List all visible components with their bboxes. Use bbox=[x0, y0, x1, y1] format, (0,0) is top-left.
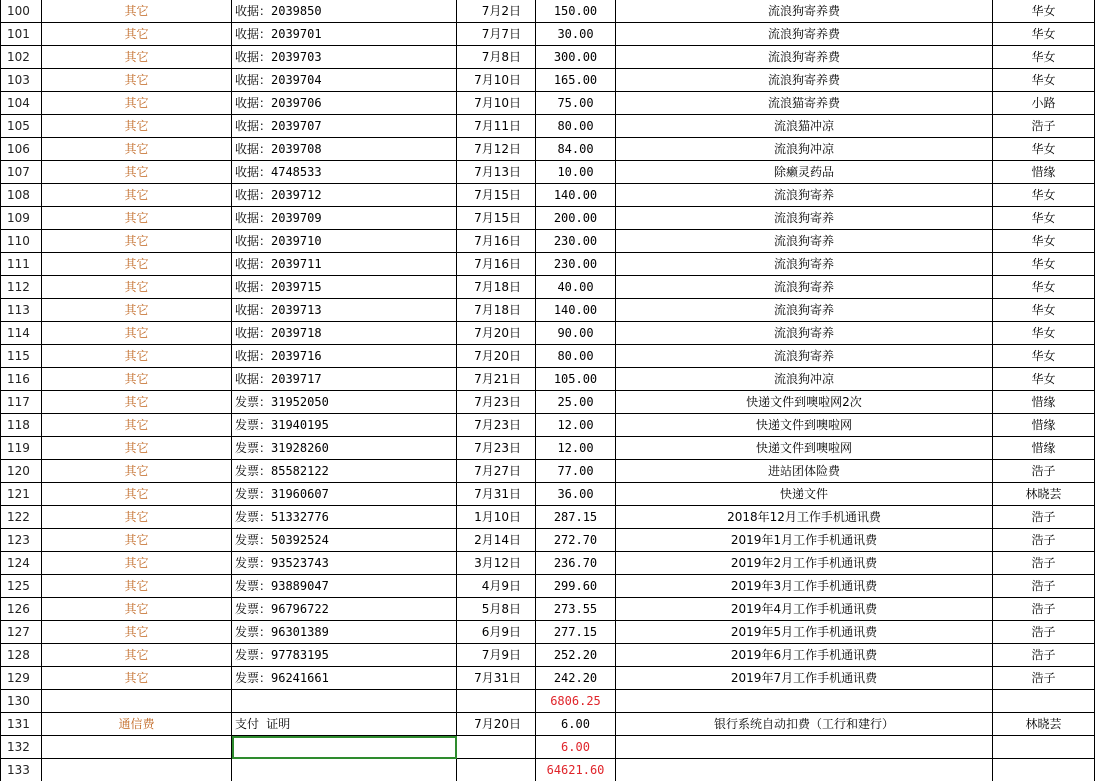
description-cell[interactable]: 流浪狗寄养 bbox=[616, 276, 993, 299]
category-cell[interactable]: 其它 bbox=[42, 552, 232, 575]
description-cell[interactable]: 流浪狗寄养 bbox=[616, 253, 993, 276]
description-cell[interactable]: 流浪狗寄养费 bbox=[616, 69, 993, 92]
comm-total-row bbox=[1, 736, 1095, 759]
amount-cell[interactable]: 30.00 bbox=[536, 23, 616, 46]
table-row bbox=[1, 529, 1095, 552]
amount-cell[interactable]: 273.55 bbox=[536, 598, 616, 621]
amount-cell[interactable]: 12.00 bbox=[536, 437, 616, 460]
receipt-cell[interactable]: 收据：4748533 bbox=[232, 161, 457, 184]
person-cell[interactable]: 华女 bbox=[993, 23, 1095, 46]
table-row bbox=[1, 0, 1095, 23]
selected-cell[interactable] bbox=[232, 736, 457, 759]
description-cell[interactable]: 2019年6月工作手机通讯费 bbox=[616, 644, 993, 667]
row-header[interactable]: 122 bbox=[1, 506, 42, 529]
date-cell[interactable]: 7月16日 bbox=[457, 230, 536, 253]
date-cell[interactable]: 7月20日 bbox=[457, 322, 536, 345]
category-cell[interactable]: 其它 bbox=[42, 644, 232, 667]
description-cell[interactable]: 流浪狗寄养 bbox=[616, 345, 993, 368]
row-header[interactable]: 119 bbox=[1, 437, 42, 460]
amount-cell[interactable]: 12.00 bbox=[536, 414, 616, 437]
date-cell[interactable]: 7月20日 bbox=[457, 713, 536, 736]
subtotal-row bbox=[1, 690, 1095, 713]
amount-cell[interactable]: 40.00 bbox=[536, 276, 616, 299]
date-cell[interactable]: 7月10日 bbox=[457, 92, 536, 115]
category-cell[interactable]: 其它 bbox=[42, 506, 232, 529]
category-cell[interactable]: 其它 bbox=[42, 437, 232, 460]
cell[interactable] bbox=[616, 759, 993, 781]
person-cell[interactable]: 华女 bbox=[993, 0, 1095, 23]
receipt-cell[interactable]: 收据：2039708 bbox=[232, 138, 457, 161]
description-cell[interactable]: 2019年1月工作手机通讯费 bbox=[616, 529, 993, 552]
amount-cell[interactable]: 252.20 bbox=[536, 644, 616, 667]
row-header[interactable]: 102 bbox=[1, 46, 42, 69]
receipt-cell[interactable]: 发票：96796722 bbox=[232, 598, 457, 621]
receipt-cell[interactable]: 收据：2039718 bbox=[232, 322, 457, 345]
amount-cell[interactable]: 25.00 bbox=[536, 391, 616, 414]
date-cell[interactable]: 7月9日 bbox=[457, 644, 536, 667]
person-cell[interactable]: 华女 bbox=[993, 368, 1095, 391]
amount-cell[interactable]: 105.00 bbox=[536, 368, 616, 391]
receipt-cell[interactable]: 发票：93523743 bbox=[232, 552, 457, 575]
row-header[interactable]: 107 bbox=[1, 161, 42, 184]
table-row bbox=[1, 92, 1095, 115]
amount-cell[interactable]: 272.70 bbox=[536, 529, 616, 552]
table-row bbox=[1, 276, 1095, 299]
person-cell[interactable]: 小路 bbox=[993, 92, 1095, 115]
row-header[interactable]: 132 bbox=[1, 736, 42, 759]
date-cell[interactable]: 1月10日 bbox=[457, 506, 536, 529]
table-row bbox=[1, 230, 1095, 253]
category-cell[interactable]: 其它 bbox=[42, 299, 232, 322]
date-cell[interactable]: 7月27日 bbox=[457, 460, 536, 483]
amount-cell[interactable]: 277.15 bbox=[536, 621, 616, 644]
amount-cell[interactable]: 84.00 bbox=[536, 138, 616, 161]
person-cell[interactable]: 华女 bbox=[993, 276, 1095, 299]
person-cell[interactable]: 惜缘 bbox=[993, 414, 1095, 437]
category-cell[interactable]: 其它 bbox=[42, 322, 232, 345]
grand-total-row bbox=[1, 759, 1095, 781]
row-header[interactable]: 124 bbox=[1, 552, 42, 575]
description-cell[interactable]: 流浪狗寄养 bbox=[616, 184, 993, 207]
category-cell[interactable]: 其它 bbox=[42, 276, 232, 299]
row-header[interactable]: 128 bbox=[1, 644, 42, 667]
receipt-cell[interactable]: 收据：2039716 bbox=[232, 345, 457, 368]
description-cell[interactable]: 除癞灵药品 bbox=[616, 161, 993, 184]
row-header[interactable]: 115 bbox=[1, 345, 42, 368]
table-row bbox=[1, 138, 1095, 161]
row-header[interactable]: 103 bbox=[1, 69, 42, 92]
person-cell[interactable]: 林晓芸 bbox=[993, 713, 1095, 736]
person-cell[interactable]: 浩子 bbox=[993, 644, 1095, 667]
amount-cell[interactable]: 230.00 bbox=[536, 253, 616, 276]
person-cell[interactable]: 浩子 bbox=[993, 575, 1095, 598]
table-row bbox=[1, 368, 1095, 391]
amount-cell[interactable]: 77.00 bbox=[536, 460, 616, 483]
category-cell[interactable]: 其它 bbox=[42, 253, 232, 276]
comm-total-amount[interactable]: 6.00 bbox=[536, 736, 616, 759]
row-header[interactable]: 127 bbox=[1, 621, 42, 644]
person-cell[interactable]: 浩子 bbox=[993, 621, 1095, 644]
description-cell[interactable]: 流浪狗寄养 bbox=[616, 322, 993, 345]
description-cell[interactable]: 流浪狗寄养 bbox=[616, 299, 993, 322]
category-cell[interactable]: 其它 bbox=[42, 138, 232, 161]
description-cell[interactable]: 快递文件到噢啦网 bbox=[616, 437, 993, 460]
cell[interactable] bbox=[457, 736, 536, 759]
amount-cell[interactable]: 230.00 bbox=[536, 230, 616, 253]
description-cell[interactable]: 流浪狗寄养费 bbox=[616, 23, 993, 46]
description-cell[interactable]: 2019年7月工作手机通讯费 bbox=[616, 667, 993, 690]
receipt-cell[interactable]: 发票：93889047 bbox=[232, 575, 457, 598]
date-cell[interactable]: 7月12日 bbox=[457, 138, 536, 161]
cell[interactable] bbox=[42, 736, 232, 759]
person-cell[interactable]: 浩子 bbox=[993, 552, 1095, 575]
person-cell[interactable]: 华女 bbox=[993, 69, 1095, 92]
person-cell[interactable]: 林晓芸 bbox=[993, 483, 1095, 506]
description-cell[interactable]: 流浪猫冲凉 bbox=[616, 115, 993, 138]
date-cell[interactable]: 7月23日 bbox=[457, 414, 536, 437]
amount-cell[interactable]: 90.00 bbox=[536, 322, 616, 345]
description-cell[interactable]: 快递文件到噢啦网 bbox=[616, 414, 993, 437]
person-cell[interactable]: 华女 bbox=[993, 138, 1095, 161]
row-header[interactable]: 114 bbox=[1, 322, 42, 345]
date-cell[interactable]: 5月8日 bbox=[457, 598, 536, 621]
table-row bbox=[1, 575, 1095, 598]
date-cell[interactable]: 3月12日 bbox=[457, 552, 536, 575]
receipt-cell[interactable]: 发票：96301389 bbox=[232, 621, 457, 644]
receipt-cell[interactable]: 发票：31952050 bbox=[232, 391, 457, 414]
receipt-cell[interactable]: 发票：97783195 bbox=[232, 644, 457, 667]
description-cell[interactable]: 流浪猫寄养费 bbox=[616, 92, 993, 115]
description-cell[interactable]: 2019年3月工作手机通讯费 bbox=[616, 575, 993, 598]
table-row bbox=[1, 23, 1095, 46]
amount-cell[interactable]: 299.60 bbox=[536, 575, 616, 598]
category-cell[interactable]: 其它 bbox=[42, 0, 232, 23]
category-cell[interactable]: 其它 bbox=[42, 46, 232, 69]
receipt-cell[interactable]: 支付 证明 bbox=[232, 713, 457, 736]
date-cell[interactable]: 7月31日 bbox=[457, 483, 536, 506]
date-cell[interactable]: 7月15日 bbox=[457, 207, 536, 230]
amount-cell[interactable]: 80.00 bbox=[536, 345, 616, 368]
date-cell[interactable]: 4月9日 bbox=[457, 575, 536, 598]
subtotal-amount[interactable]: 6806.25 bbox=[536, 690, 616, 713]
cell[interactable] bbox=[993, 690, 1095, 713]
receipt-cell[interactable]: 发票：96241661 bbox=[232, 667, 457, 690]
row-header[interactable]: 105 bbox=[1, 115, 42, 138]
table-row bbox=[1, 322, 1095, 345]
category-cell[interactable]: 其它 bbox=[42, 115, 232, 138]
date-cell[interactable]: 7月11日 bbox=[457, 115, 536, 138]
receipt-cell[interactable]: 发票：85582122 bbox=[232, 460, 457, 483]
table-row bbox=[1, 391, 1095, 414]
table-row bbox=[1, 506, 1095, 529]
person-cell[interactable]: 浩子 bbox=[993, 506, 1095, 529]
cell[interactable] bbox=[616, 736, 993, 759]
receipt-cell[interactable]: 收据：2039701 bbox=[232, 23, 457, 46]
person-cell[interactable]: 华女 bbox=[993, 253, 1095, 276]
receipt-cell[interactable]: 收据：2039711 bbox=[232, 253, 457, 276]
receipt-cell[interactable]: 发票：31960607 bbox=[232, 483, 457, 506]
table-row bbox=[1, 207, 1095, 230]
row-header[interactable]: 121 bbox=[1, 483, 42, 506]
row-header[interactable]: 113 bbox=[1, 299, 42, 322]
amount-cell[interactable]: 300.00 bbox=[536, 46, 616, 69]
person-cell[interactable]: 浩子 bbox=[993, 115, 1095, 138]
category-cell[interactable]: 其它 bbox=[42, 23, 232, 46]
row-header[interactable]: 131 bbox=[1, 713, 42, 736]
comm-row bbox=[1, 713, 1095, 736]
person-cell[interactable]: 浩子 bbox=[993, 598, 1095, 621]
table-row bbox=[1, 46, 1095, 69]
amount-cell[interactable]: 140.00 bbox=[536, 299, 616, 322]
receipt-cell[interactable]: 发票：31928260 bbox=[232, 437, 457, 460]
amount-cell[interactable]: 242.20 bbox=[536, 667, 616, 690]
description-cell[interactable]: 流浪狗冲凉 bbox=[616, 368, 993, 391]
receipt-cell[interactable]: 收据：2039710 bbox=[232, 230, 457, 253]
table-row bbox=[1, 621, 1095, 644]
row-header[interactable]: 126 bbox=[1, 598, 42, 621]
person-cell[interactable]: 华女 bbox=[993, 207, 1095, 230]
cell[interactable] bbox=[457, 690, 536, 713]
table-row bbox=[1, 115, 1095, 138]
category-cell[interactable]: 其它 bbox=[42, 414, 232, 437]
cell[interactable] bbox=[993, 736, 1095, 759]
person-cell[interactable]: 惜缘 bbox=[993, 391, 1095, 414]
description-cell[interactable]: 流浪狗寄养费 bbox=[616, 0, 993, 23]
description-cell[interactable]: 流浪狗寄养 bbox=[616, 230, 993, 253]
description-cell[interactable]: 流浪狗寄养费 bbox=[616, 46, 993, 69]
table-row bbox=[1, 460, 1095, 483]
row-header[interactable]: 118 bbox=[1, 414, 42, 437]
category-cell[interactable]: 其它 bbox=[42, 69, 232, 92]
category-cell[interactable]: 其它 bbox=[42, 460, 232, 483]
person-cell[interactable]: 华女 bbox=[993, 299, 1095, 322]
date-cell[interactable]: 7月10日 bbox=[457, 69, 536, 92]
receipt-cell[interactable]: 收据：2039713 bbox=[232, 299, 457, 322]
cell[interactable] bbox=[457, 759, 536, 781]
row-header[interactable]: 116 bbox=[1, 368, 42, 391]
person-cell[interactable]: 浩子 bbox=[993, 529, 1095, 552]
grand-total-amount[interactable]: 64621.60 bbox=[536, 759, 616, 781]
description-cell[interactable]: 2019年5月工作手机通讯费 bbox=[616, 621, 993, 644]
receipt-cell[interactable]: 收据：2039715 bbox=[232, 276, 457, 299]
cell[interactable] bbox=[232, 759, 457, 781]
category-cell[interactable]: 其它 bbox=[42, 529, 232, 552]
row-header[interactable]: 104 bbox=[1, 92, 42, 115]
cell[interactable] bbox=[42, 690, 232, 713]
date-cell[interactable]: 7月2日 bbox=[457, 0, 536, 23]
receipt-cell[interactable]: 收据：2039712 bbox=[232, 184, 457, 207]
description-cell[interactable]: 进站团体险费 bbox=[616, 460, 993, 483]
category-cell[interactable]: 其它 bbox=[42, 368, 232, 391]
category-cell[interactable]: 其它 bbox=[42, 230, 232, 253]
date-cell[interactable]: 7月15日 bbox=[457, 184, 536, 207]
date-cell[interactable]: 7月7日 bbox=[457, 23, 536, 46]
amount-cell[interactable]: 36.00 bbox=[536, 483, 616, 506]
date-cell[interactable]: 7月13日 bbox=[457, 161, 536, 184]
person-cell[interactable]: 浩子 bbox=[993, 667, 1095, 690]
category-cell[interactable]: 其它 bbox=[42, 598, 232, 621]
row-header[interactable]: 111 bbox=[1, 253, 42, 276]
description-cell[interactable]: 流浪狗冲凉 bbox=[616, 138, 993, 161]
receipt-cell[interactable]: 发票：50392524 bbox=[232, 529, 457, 552]
row-header[interactable]: 101 bbox=[1, 23, 42, 46]
row-header[interactable]: 100 bbox=[1, 0, 42, 23]
receipt-cell[interactable]: 收据：2039707 bbox=[232, 115, 457, 138]
table-row bbox=[1, 598, 1095, 621]
category-cell[interactable]: 其它 bbox=[42, 92, 232, 115]
receipt-cell[interactable]: 收据：2039717 bbox=[232, 368, 457, 391]
receipt-cell[interactable]: 发票：31940195 bbox=[232, 414, 457, 437]
row-header[interactable]: 108 bbox=[1, 184, 42, 207]
amount-cell[interactable]: 200.00 bbox=[536, 207, 616, 230]
cell[interactable] bbox=[42, 759, 232, 781]
date-cell[interactable]: 6月9日 bbox=[457, 621, 536, 644]
table-row bbox=[1, 299, 1095, 322]
date-cell[interactable]: 7月31日 bbox=[457, 667, 536, 690]
receipt-cell[interactable]: 收据：2039704 bbox=[232, 69, 457, 92]
table-row bbox=[1, 644, 1095, 667]
category-cell[interactable]: 其它 bbox=[42, 575, 232, 598]
receipt-cell[interactable]: 收据：2039706 bbox=[232, 92, 457, 115]
description-cell[interactable]: 银行系统自动扣费（工行和建行） bbox=[616, 713, 993, 736]
date-cell[interactable]: 7月20日 bbox=[457, 345, 536, 368]
description-cell[interactable]: 快递文件 bbox=[616, 483, 993, 506]
row-header[interactable]: 123 bbox=[1, 529, 42, 552]
table-row bbox=[1, 184, 1095, 207]
row-header[interactable]: 106 bbox=[1, 138, 42, 161]
date-cell[interactable]: 7月23日 bbox=[457, 391, 536, 414]
row-header[interactable]: 110 bbox=[1, 230, 42, 253]
category-cell[interactable]: 通信费 bbox=[42, 713, 232, 736]
person-cell[interactable]: 华女 bbox=[993, 322, 1095, 345]
table-row bbox=[1, 69, 1095, 92]
person-cell[interactable]: 浩子 bbox=[993, 460, 1095, 483]
date-cell[interactable]: 7月18日 bbox=[457, 276, 536, 299]
date-cell[interactable]: 7月21日 bbox=[457, 368, 536, 391]
person-cell[interactable]: 华女 bbox=[993, 345, 1095, 368]
cell[interactable] bbox=[616, 690, 993, 713]
description-cell[interactable]: 流浪狗寄养 bbox=[616, 207, 993, 230]
amount-cell[interactable]: 140.00 bbox=[536, 184, 616, 207]
date-cell[interactable]: 7月16日 bbox=[457, 253, 536, 276]
description-cell[interactable]: 2019年2月工作手机通讯费 bbox=[616, 552, 993, 575]
amount-cell[interactable]: 287.15 bbox=[536, 506, 616, 529]
table-row bbox=[1, 437, 1095, 460]
row-header[interactable]: 112 bbox=[1, 276, 42, 299]
receipt-cell[interactable]: 收据：2039703 bbox=[232, 46, 457, 69]
table-row bbox=[1, 667, 1095, 690]
description-cell[interactable]: 2018年12月工作手机通讯费 bbox=[616, 506, 993, 529]
category-cell[interactable]: 其它 bbox=[42, 345, 232, 368]
row-header[interactable]: 109 bbox=[1, 207, 42, 230]
amount-cell[interactable]: 165.00 bbox=[536, 69, 616, 92]
table-row bbox=[1, 345, 1095, 368]
row-header[interactable]: 117 bbox=[1, 391, 42, 414]
date-cell[interactable]: 2月14日 bbox=[457, 529, 536, 552]
person-cell[interactable]: 惜缘 bbox=[993, 161, 1095, 184]
table-row bbox=[1, 414, 1095, 437]
row-header[interactable]: 125 bbox=[1, 575, 42, 598]
date-cell[interactable]: 7月18日 bbox=[457, 299, 536, 322]
cell[interactable] bbox=[232, 690, 457, 713]
receipt-cell[interactable]: 收据：2039709 bbox=[232, 207, 457, 230]
category-cell[interactable]: 其它 bbox=[42, 184, 232, 207]
category-cell[interactable]: 其它 bbox=[42, 667, 232, 690]
person-cell[interactable]: 华女 bbox=[993, 184, 1095, 207]
row-header[interactable]: 133 bbox=[1, 759, 42, 781]
amount-cell[interactable]: 75.00 bbox=[536, 92, 616, 115]
category-cell[interactable]: 其它 bbox=[42, 161, 232, 184]
table-row bbox=[1, 483, 1095, 506]
receipt-cell[interactable]: 收据：2039850 bbox=[232, 0, 457, 23]
amount-cell[interactable]: 80.00 bbox=[536, 115, 616, 138]
amount-cell[interactable]: 150.00 bbox=[536, 0, 616, 23]
table-row bbox=[1, 161, 1095, 184]
category-cell[interactable]: 其它 bbox=[42, 621, 232, 644]
category-cell[interactable]: 其它 bbox=[42, 391, 232, 414]
cell[interactable] bbox=[993, 759, 1095, 781]
row-header[interactable]: 129 bbox=[1, 667, 42, 690]
person-cell[interactable]: 惜缘 bbox=[993, 437, 1095, 460]
amount-cell[interactable]: 10.00 bbox=[536, 161, 616, 184]
receipt-cell[interactable]: 发票：51332776 bbox=[232, 506, 457, 529]
person-cell[interactable]: 华女 bbox=[993, 230, 1095, 253]
description-cell[interactable]: 2019年4月工作手机通讯费 bbox=[616, 598, 993, 621]
category-cell[interactable]: 其它 bbox=[42, 207, 232, 230]
row-header[interactable]: 130 bbox=[1, 690, 42, 713]
description-cell[interactable]: 快递文件到噢啦网2次 bbox=[616, 391, 993, 414]
row-header[interactable]: 120 bbox=[1, 460, 42, 483]
table-row bbox=[1, 253, 1095, 276]
date-cell[interactable]: 7月23日 bbox=[457, 437, 536, 460]
amount-cell[interactable]: 236.70 bbox=[536, 552, 616, 575]
amount-cell[interactable]: 6.00 bbox=[536, 713, 616, 736]
date-cell[interactable]: 7月8日 bbox=[457, 46, 536, 69]
category-cell[interactable]: 其它 bbox=[42, 483, 232, 506]
table-row bbox=[1, 552, 1095, 575]
person-cell[interactable]: 华女 bbox=[993, 46, 1095, 69]
